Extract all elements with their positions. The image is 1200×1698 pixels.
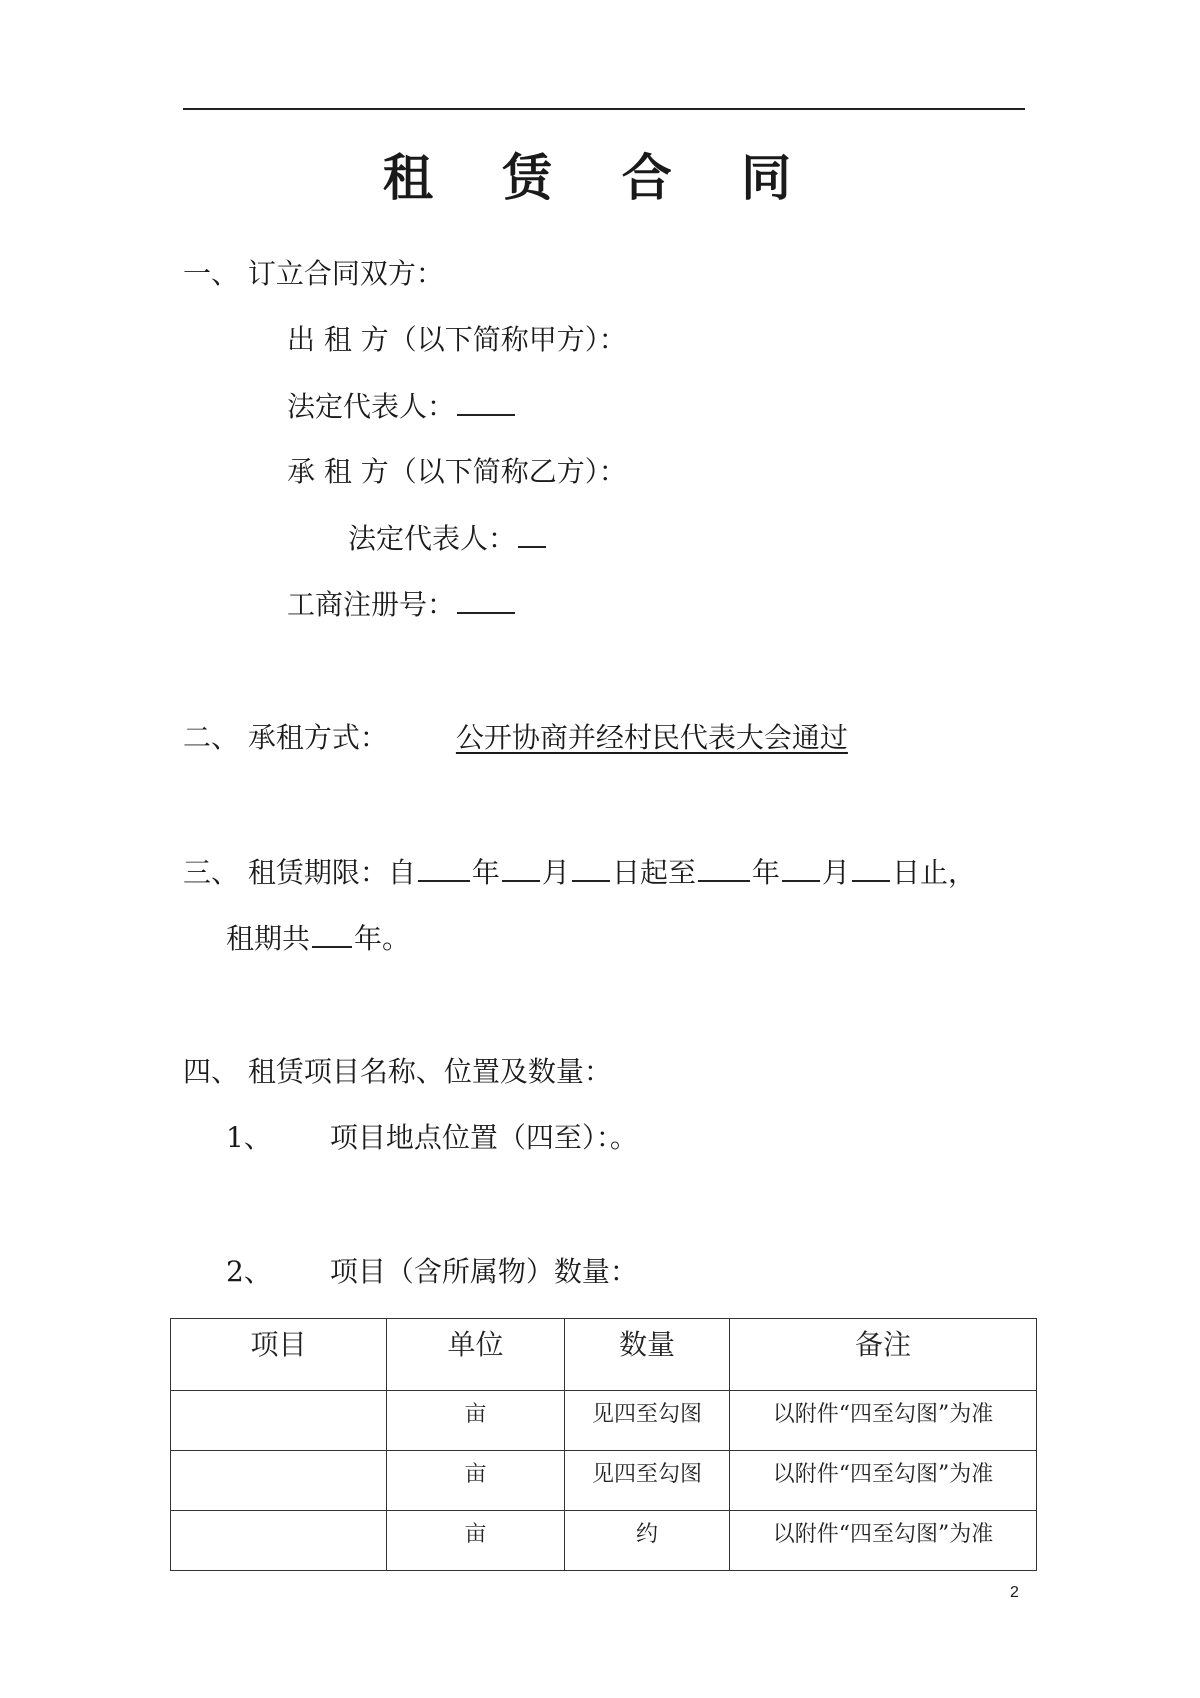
cell-unit: 亩 [387, 1391, 565, 1451]
item2-text: 项目（含所属物）数量： [329, 1255, 638, 1288]
lessee-representative-blank[interactable] [518, 520, 546, 548]
cell-unit: 亩 [387, 1451, 565, 1511]
lease-term-line [226, 920, 410, 957]
header-quantity: 数量 [565, 1319, 730, 1391]
cell-remarks: 以附件“四至勾图”为准 [730, 1511, 1037, 1571]
end-year-blank[interactable] [698, 854, 750, 882]
lease-method-value [426, 721, 848, 754]
lease-method-text: 公开协商并经村民代表大会通过 [455, 721, 848, 754]
item1-line [226, 1120, 638, 1156]
table-row [171, 1511, 1037, 1571]
lessee-line: 承 租 方（以下简称乙方）： [287, 455, 627, 488]
lease-term-blank[interactable] [312, 920, 352, 948]
lessor-representative-blank[interactable] [457, 388, 515, 416]
table-row [171, 1451, 1037, 1511]
start-year-blank[interactable] [418, 854, 470, 882]
header-item: 项目 [171, 1319, 387, 1391]
end-year-label: 年 [751, 856, 780, 889]
lessor-representative-line [287, 388, 517, 425]
cell-remarks: 以附件“四至勾图”为准 [730, 1451, 1037, 1511]
cell-item[interactable] [171, 1451, 387, 1511]
lease-term-suffix: 年。 [354, 922, 411, 955]
header-rule [183, 108, 1025, 110]
cell-quantity: 见四至勾图 [565, 1391, 730, 1451]
registration-line [287, 586, 517, 623]
lessee-representative-label: 法定代表人： [348, 522, 517, 555]
header-unit: 单位 [387, 1319, 565, 1391]
section1-heading: 一、 订立合同双方： [183, 257, 444, 290]
cell-remarks: 以附件“四至勾图”为准 [730, 1391, 1037, 1451]
section3-heading: 三、 租赁期限：自 [183, 856, 416, 889]
section3-line [183, 854, 976, 891]
item1-number: 1、 [226, 1121, 272, 1154]
end-day-blank[interactable] [852, 854, 890, 882]
lease-term-prefix: 租期共 [226, 922, 311, 955]
start-month-label: 月 [541, 856, 570, 889]
item1-text: 项目地点位置（四至）：。 [329, 1121, 638, 1154]
lessor-line: 出 租 方（以下简称甲方）： [287, 323, 627, 356]
table-header-row [171, 1319, 1037, 1391]
start-day-label: 日起至 [611, 856, 696, 889]
section4-heading: 四、 租赁项目名称、位置及数量： [183, 1055, 612, 1088]
start-day-blank[interactable] [572, 854, 610, 882]
end-month-label: 月 [821, 856, 850, 889]
section2-heading: 二、 承租方式： [183, 721, 388, 754]
end-day-label: 日止， [891, 856, 976, 889]
start-year-label: 年 [471, 856, 500, 889]
cell-quantity: 约 [565, 1511, 730, 1571]
lessor-representative-label: 法定代表人： [287, 390, 456, 423]
items-table [170, 1318, 1037, 1571]
header-remarks: 备注 [730, 1319, 1037, 1391]
cell-item[interactable] [171, 1511, 387, 1571]
table-row [171, 1391, 1037, 1451]
registration-label: 工商注册号： [287, 588, 456, 621]
page-number: 2 [1010, 1584, 1019, 1601]
registration-blank[interactable] [457, 586, 515, 614]
cell-quantity: 见四至勾图 [565, 1451, 730, 1511]
start-month-blank[interactable] [502, 854, 540, 882]
contract-title: 租 赁 合 同 [382, 148, 818, 207]
cell-item[interactable] [171, 1391, 387, 1451]
item2-number: 2、 [226, 1255, 272, 1288]
end-month-blank[interactable] [782, 854, 820, 882]
lessee-representative-line [348, 520, 548, 557]
section2-line [183, 720, 848, 756]
cell-unit: 亩 [387, 1511, 565, 1571]
item2-line [226, 1254, 638, 1290]
